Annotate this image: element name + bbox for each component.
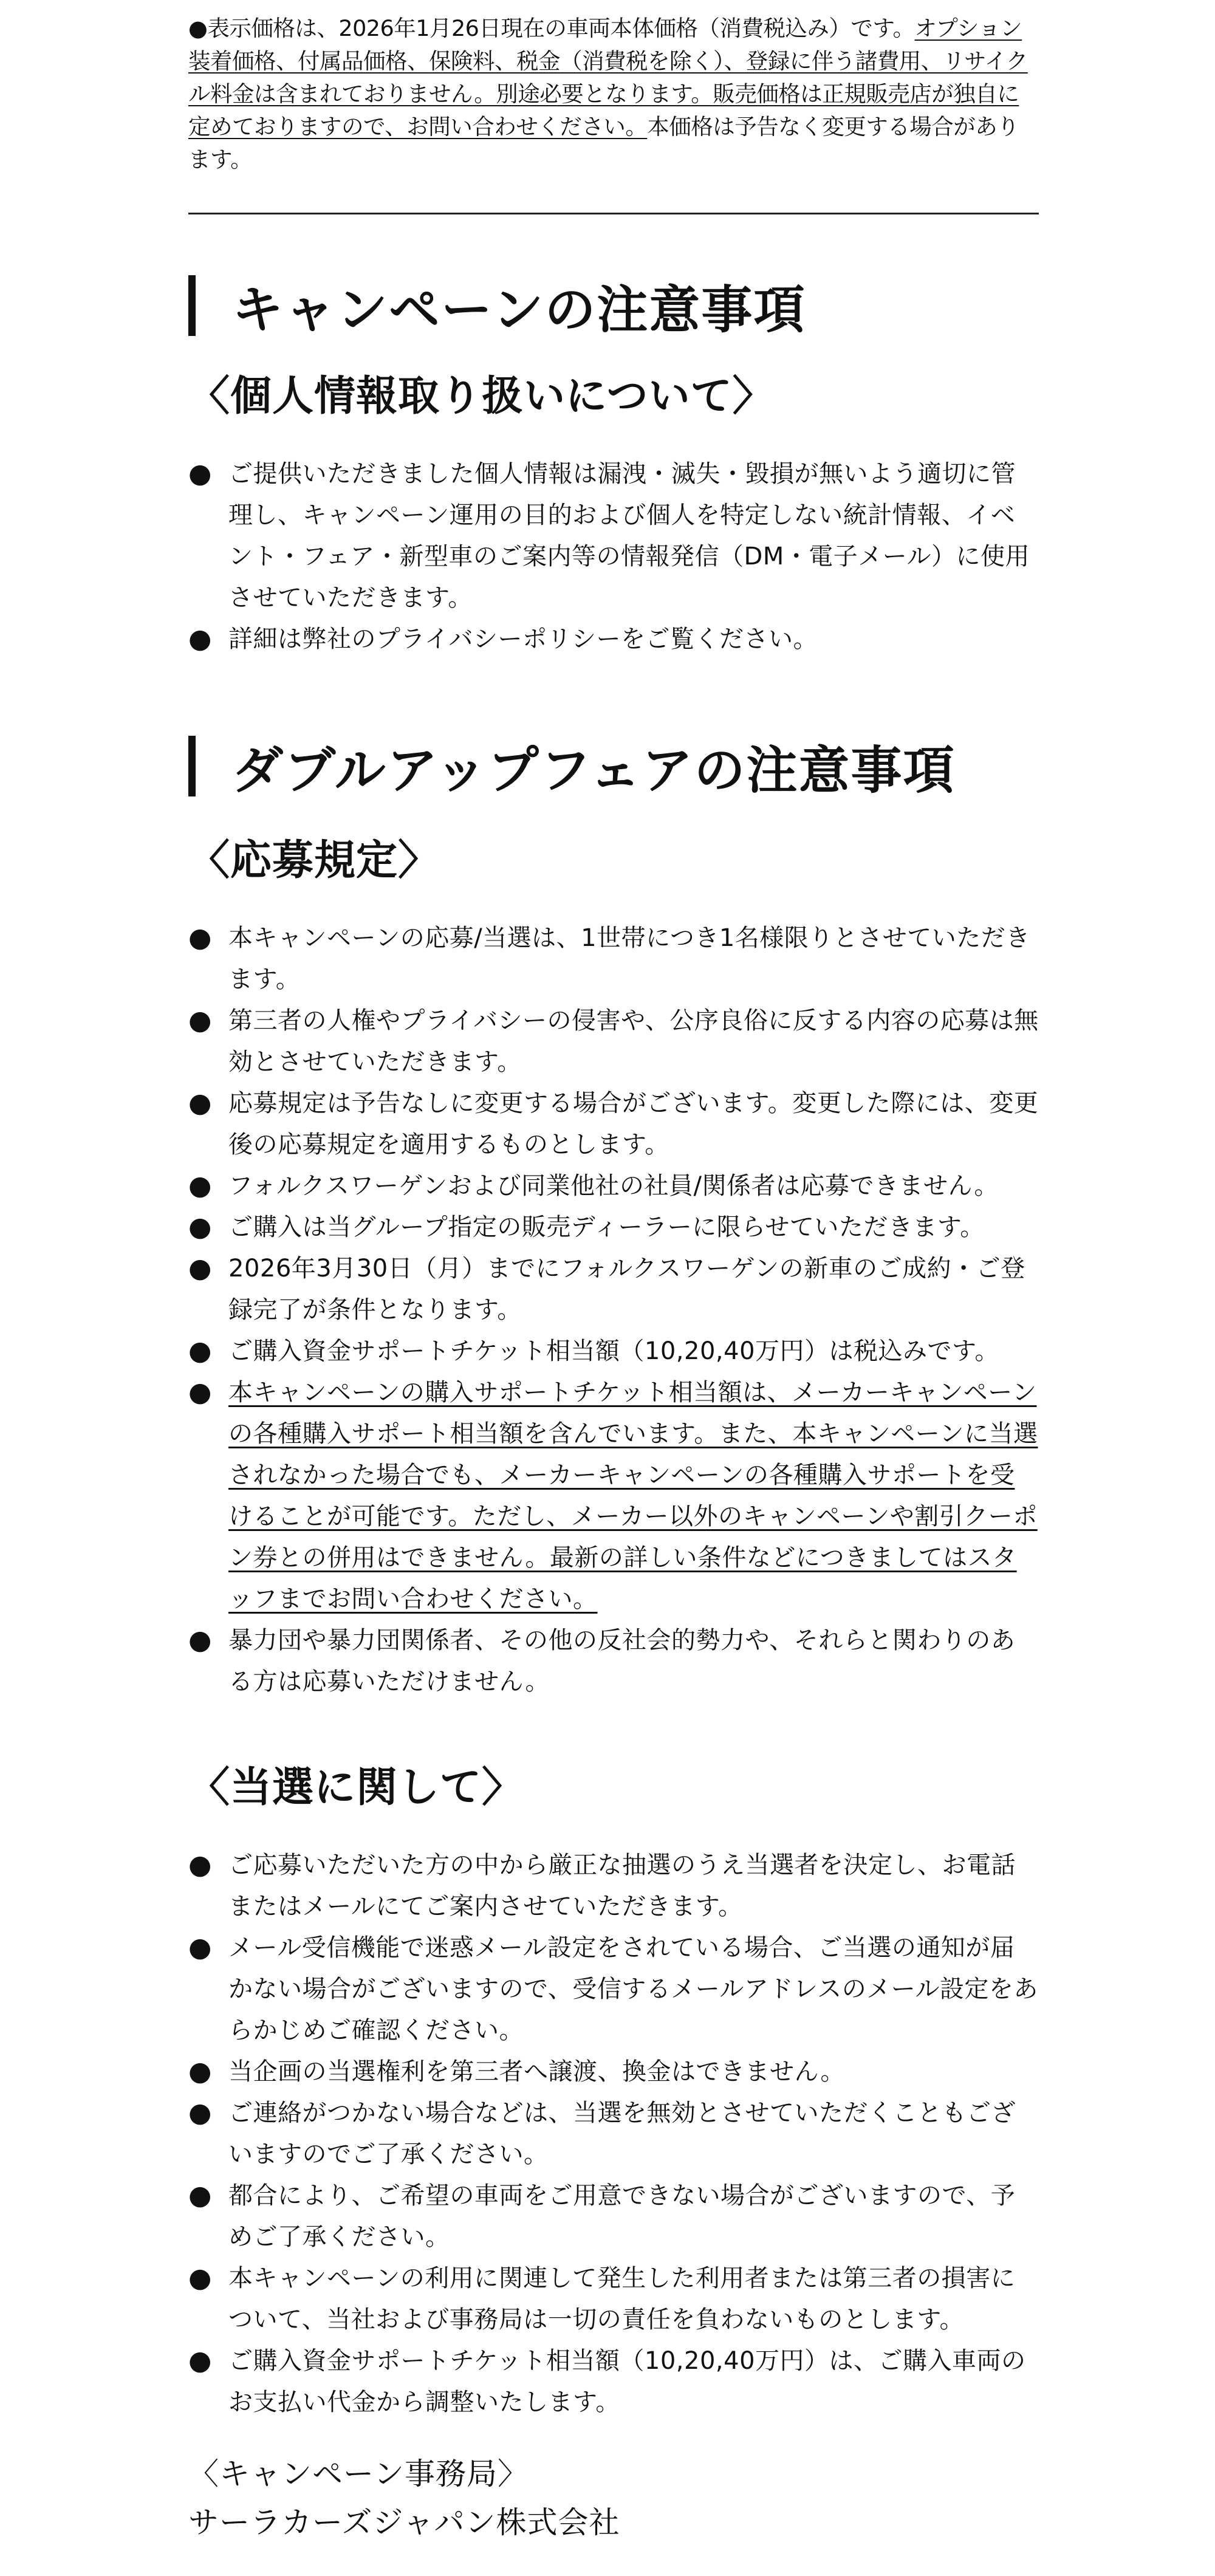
bullet-icon: ● [188,2345,212,2376]
list-item [188,917,1039,1000]
list-item-text: 本キャンペーンの利用に関連して発生した利用者または第三者の損害について、当社および事務局は一切の責任を負わないものとします。 [228,2264,1016,2334]
list-item-text: フォルクスワーゲンおよび同業他社の社員/関係者は応募できません。 [228,1172,999,1200]
divider [188,213,1039,214]
heading-bar [188,275,196,336]
fair-notes-heading [188,733,1039,800]
list-item-text: ご応募いただいた方の中から厳正な抽選のうえ当選者を決定し、お電話またはメールにてご案内させていただきます。 [228,1851,1016,1920]
list-item-text: ご提供いただきました個人情報は漏洩・滅失・毀損が無いよう適切に管理し、キャンペーン運用の目的および個人を特定しない統計情報、イベント・フェア・新型車のご案内等の情報発信（DM・電子メール）に使用させていただきます。 [228,460,1030,612]
list-item [188,1927,1039,2051]
list-item [188,2340,1039,2423]
bullet-icon: ● [188,2097,212,2128]
list-item [188,2092,1039,2175]
list-item-text: 詳細は弊社のプライバシーポリシーをご覧ください。 [228,625,818,653]
winning-heading: 〈当選に関して〉 [188,1764,524,1812]
notes-page [188,12,1039,2547]
price-disclaimer-lead: ●表示価格は、2026年1月26日現在の車両本体価格（消費税込み）です。 [188,15,915,41]
price-disclaimer [188,12,1039,176]
list-item-text: 都合により、ご希望の車両をご用意できない場合がございますので、予めご了承ください。 [228,2182,1016,2251]
list-item-text: 応募規定は予告なしに変更する場合がございます。変更した際には、変更後の応募規定を適用するものとします。 [228,1089,1039,1159]
campaign-office [188,2450,1039,2547]
bullet-icon: ● [188,1849,212,1880]
list-item [188,453,1039,618]
bullet-icon: ● [188,2056,212,2087]
campaign-office-company: サーラカーズジャパン株式会社 [188,2505,620,2540]
bullet-icon: ● [188,458,212,489]
price-disclaimer-underlined: オプション装着価格、付属品価格、保険料、税金（消費税を除く）、登録に伴う諸費用、リサイクル料金は含まれておりません。別途必要となります。販売価格は正規販売店が独自に定めておりますので、お問い合わせください。 [188,15,1028,140]
fair-notes-title: ダブルアップフェアの注意事項 [232,740,956,800]
list-item-text: ご購入資金サポートチケット相当額（10,20,40万円）は、ご購入車両のお支払い代金から調整いたします。 [228,2347,1026,2416]
bullet-icon: ● [188,1088,212,1118]
list-item-text: 暴力団や暴力団関係者、その他の反社会的勢力や、それらと関わりのある方は応募いただけません。 [228,1626,1016,1696]
winning-list [188,1845,1039,2423]
bullet-icon: ● [188,2263,212,2293]
campaign-notes-title: キャンペーンの注意事項 [232,279,806,340]
list-item [188,1165,1039,1207]
list-item [188,1331,1039,1372]
list-item [188,2175,1039,2258]
list-item-text: 本キャンペーンの応募/当選は、1世帯につき1名様限りとさせていただきます。 [228,924,1030,993]
rules-heading: 〈応募規定〉 [188,837,440,885]
bullet-icon: ● [188,623,212,654]
list-item [188,1372,1039,1620]
list-item-text: ご購入資金サポートチケット相当額（10,20,40万円）は税込みです。 [228,1337,999,1365]
list-item-text: 第三者の人権やプライバシーの侵害や、公序良俗に反する内容の応募は無効とさせていただきます。 [228,1007,1039,1076]
list-item-text: ご連絡がつかない場合などは、当選を無効とさせていただくこともございますのでご了承ください。 [228,2099,1016,2168]
bullet-icon: ● [188,1625,212,1656]
list-item [188,1207,1039,1248]
heading-bar [188,736,196,796]
list-item [188,1248,1039,1331]
list-item [188,1000,1039,1083]
campaign-notes-heading [188,272,1039,339]
list-item-text: メール受信機能で迷惑メール設定をされている場合、ご当選の通知が届かない場合がございますので、受信するメールアドレスのメール設定をあらかじめご確認ください。 [228,1934,1038,2044]
bullet-icon: ● [188,2180,212,2211]
list-item [188,1620,1039,1702]
list-item [188,1083,1039,1165]
privacy-list [188,453,1039,660]
price-disclaimer-tail: 本価格は予告なく変更する場合があります。 [188,114,1019,173]
bullet-icon: ● [188,1377,212,1408]
bullet-icon: ● [188,1005,212,1036]
rules-list [188,917,1039,1702]
list-item-text: ご購入は当グループ指定の販売ディーラーに限らせていただきます。 [228,1213,985,1241]
bullet-icon: ● [188,922,212,953]
list-item [188,2051,1039,2092]
list-item-text: 本キャンペーンの購入サポートチケット相当額は、メーカーキャンペーンの各種購入サポート相当額を含んでいます。また、本キャンペーンに当選されなかった場合でも、メーカーキャンペーンの各種購入サポートを受けることが可能です。ただし、メーカー以外のキャンペーンや割引クーポン券との併用はできません。最新の詳しい条件などにつきましてはスタッフまでお問い合わせください。 [228,1379,1038,1613]
list-item [188,618,1039,660]
campaign-office-label: 〈キャンペーン事務局〉 [188,2456,529,2492]
bullet-icon: ● [188,1211,212,1242]
bullet-icon: ● [188,1170,212,1201]
list-item [188,2258,1039,2340]
bullet-icon: ● [188,1253,212,1284]
privacy-heading: 〈個人情報取り扱いについて〉 [188,372,775,420]
bullet-icon: ● [188,1932,212,1963]
bullet-icon: ● [188,1335,212,1366]
list-item [188,1845,1039,1927]
list-item-text: 当企画の当選権利を第三者へ譲渡、換金はできません。 [228,2058,845,2086]
list-item-text: 2026年3月30日（月）までにフォルクスワーゲンの新車のご成約・ご登録完了が条件となります。 [228,1255,1025,1324]
